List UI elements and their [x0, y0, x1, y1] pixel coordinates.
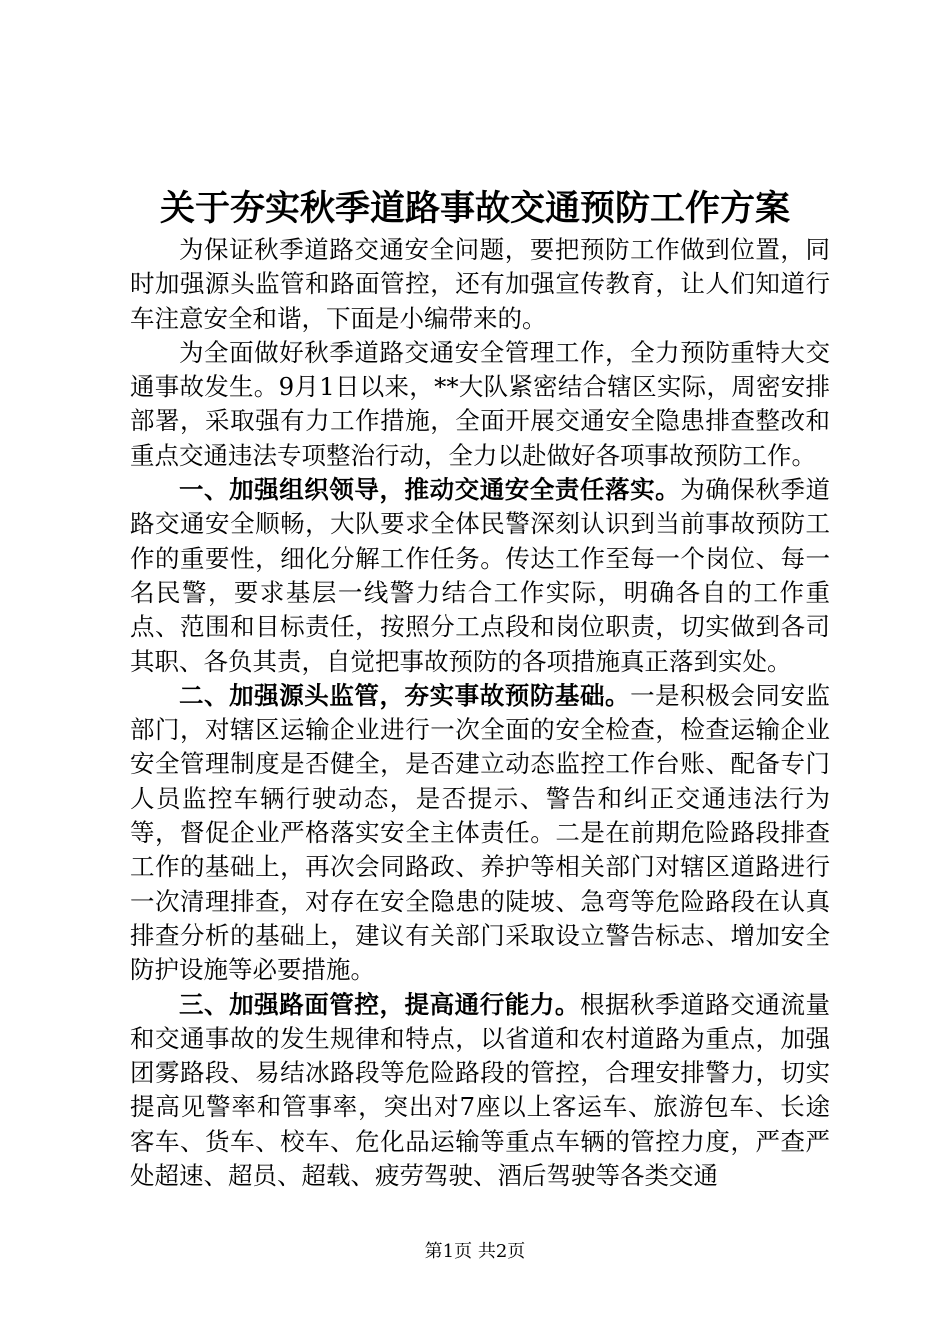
paragraph-text: 一是积极会同安监部门，对辖区运输企业进行一次全面的安全检查，检查运输企业安全管理制度是否健全，是否建立动态监控工作台账、配备专门人员监控车辆行驶动态，是否提示、警告和纠正交通违法行为等，督促企业严格落实安全主体责任。二是在前期危险路段排查工作的基础上，再次会同路政、养护等相关部门对辖区道路进行一次清理排查，对存在安全隐患的陡坡、急弯等危险路段在认真排查分析的基础上，建议有关部门采取设立警告标志、增加安全防护设施等必要措施。	[130, 680, 830, 985]
paragraph-overview	[130, 336, 830, 473]
section-heading: 三、加强路面管控，提高通行能力。	[179, 989, 580, 1019]
paragraph-section-2	[130, 679, 830, 988]
document-body	[130, 233, 830, 1193]
paragraph-intro	[130, 233, 830, 336]
paragraph-section-1	[130, 473, 830, 679]
page-footer: 第1页 共2页	[424, 1241, 526, 1262]
paragraph-text: 为保证秋季道路交通安全问题，要把预防工作做到位置，同时加强源头监管和路面管控，还有加强宣传教育，让人们知道行车注意安全和谐，下面是小编带来的。	[130, 235, 830, 333]
paragraph-text: 为确保秋季道路交通安全顺畅，大队要求全体民警深刻认识到当前事故预防工作的重要性，细化分解工作任务。传达工作至每一个岗位、每一名民警，要求基层一线警力结合工作实际，明确各自的工作重点、范围和目标责任，按照分工点段和岗位职责，切实做到各司其职、各负其责，自觉把事故预防的各项措施真正落到实处。	[130, 475, 831, 676]
paragraph-text: 根据秋季道路交通流量和交通事故的发生规律和特点，以省道和农村道路为重点，加强团雾路段、易结冰路段等危险路段的管控，合理安排警力，切实提高见警率和管事率，突出对7座以上客运车、旅游包车、长途客车、货车、校车、危化品运输等重点车辆的管控力度，严查严处超速、超员、超载、疲劳驾驶、酒后驾驶等各类交通	[130, 989, 831, 1191]
document-title: 关于夯实秋季道路事故交通预防工作方案	[159, 188, 790, 229]
paragraph-text: 为全面做好秋季道路交通安全管理工作，全力预防重特大交通事故发生。9月1日以来，**大队紧密结合辖区实际，周密安排部署，采取强有力工作措施，全面开展交通安全隐患排查整改和重点交通违法专项整治行动，全力以赴做好各项事故预防工作。	[130, 337, 830, 470]
section-heading: 二、加强源头监管，夯实事故预防基础。	[179, 680, 631, 710]
paragraph-section-3	[130, 988, 830, 1194]
section-heading: 一、加强组织领导，推动交通安全责任落实。	[179, 475, 681, 505]
